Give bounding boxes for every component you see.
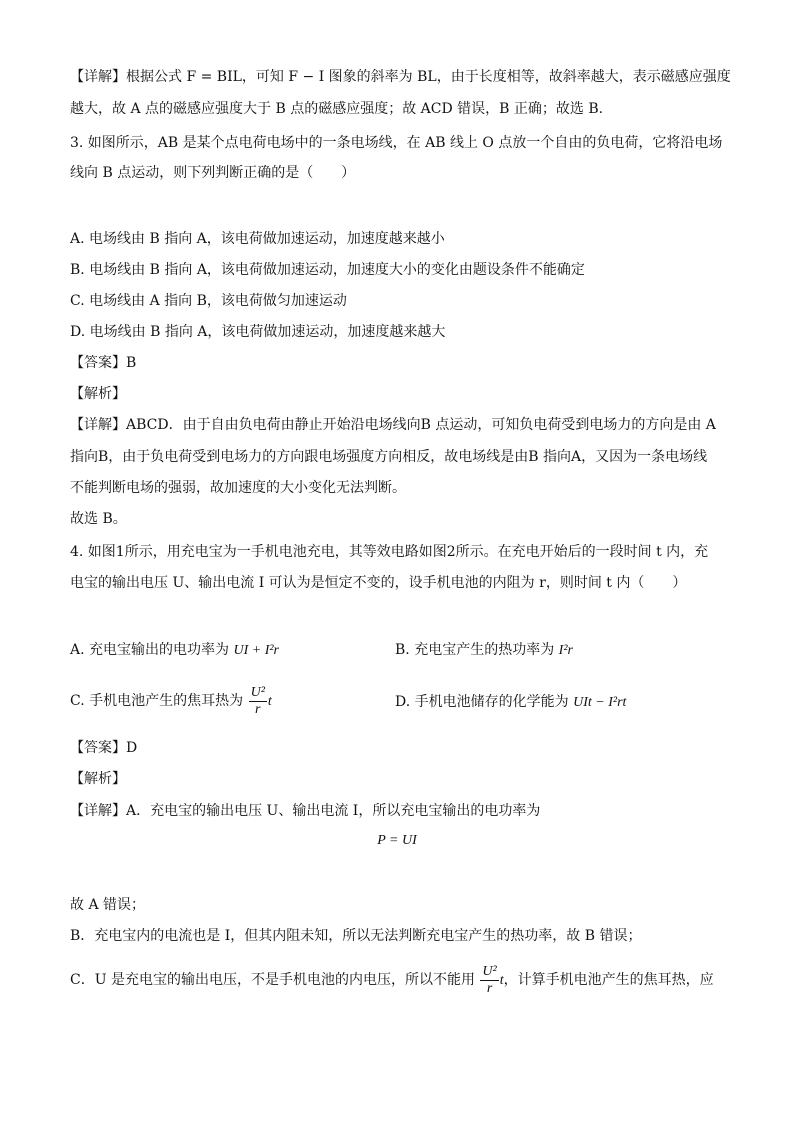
q4-formula: P = UI bbox=[377, 833, 417, 848]
q4-option-c-denominator: r bbox=[255, 701, 261, 717]
q4-option-a bbox=[70, 640, 279, 661]
q4-c-numerator: U² bbox=[482, 963, 497, 979]
q4-c-line-post: ，计算手机电池产生的焦耳热，应 bbox=[503, 972, 714, 988]
q3-stem-line2: 线向 B 点运动，则下列判断正确的是（ ） bbox=[70, 165, 356, 181]
q4-option-c-fraction bbox=[249, 685, 267, 718]
q4-option-c bbox=[70, 683, 272, 720]
q4-c-line-pre: C．U 是充电宝的输出电压，不是手机电池的内电压，所以不能用 bbox=[70, 972, 475, 988]
q3-option-d: D. 电场线由 B 指向 A，该电荷做加速运动，加速度越来越大 bbox=[70, 324, 446, 340]
q4-option-c-label: C. 手机电池产生的焦耳热为 bbox=[70, 693, 244, 709]
q4-stem-line2: 电宝的输出电压 U、输出电流 I 可认为是恒定不变的，设手机电池的内阻为 r，则时间 t 内（ ） bbox=[70, 575, 687, 591]
q2-detail-line2: 越大，故 A 点的磁感应强度大于 B 点的磁感应强度；故 ACD 错误，B 正确；故选 B. bbox=[70, 101, 604, 117]
q4-option-a-label: A. 充电宝输出的电功率为 bbox=[70, 642, 230, 658]
q2-detail-line1: 【详解】根据公式 F = BIL，可知 F − I 图象的斜率为 BL，由于长度相等，故斜率越大，表示磁感应强度 bbox=[70, 69, 731, 85]
q4-b-line: B．充电宝内的电流也是 I，但其内阻未知，所以无法判断充电宝产生的热功率，故 B 错误； bbox=[70, 928, 642, 944]
q4-c-denominator: r bbox=[486, 980, 493, 996]
q3-option-a: A. 电场线由 B 指向 A，该电荷做加速运动，加速度越来越小 bbox=[70, 231, 445, 247]
q3-answer: 【答案】B bbox=[70, 355, 137, 371]
q3-option-c: C. 电场线由 A 指向 B，该电荷做匀加速运动 bbox=[70, 293, 347, 309]
q4-c-fraction bbox=[480, 964, 498, 997]
q4-option-b-label: B. 充电宝产生的热功率为 bbox=[395, 642, 555, 658]
q3-analysis-heading: 【解析】 bbox=[70, 386, 126, 402]
q3-detail-line3: 不能判断电场的强弱，故加速度的大小变化无法判断。 bbox=[70, 480, 406, 496]
q3-stem-line1: 3. 如图所示，AB 是某个点电荷电场中的一条电场线，在 AB 线上 O 点放一个自由的负电荷，它将沿电场 bbox=[70, 135, 723, 151]
q4-c-line bbox=[70, 962, 714, 999]
q4-option-d-label: D. 手机电池储存的化学能为 bbox=[395, 694, 569, 710]
q4-a-wrong: 故 A 错误； bbox=[70, 897, 146, 913]
q4-option-d-math: UIt − I²rt bbox=[573, 695, 627, 710]
q3-conclusion: 故选 B。 bbox=[70, 511, 127, 527]
q4-stem-line1: 4. 如图1所示，用充电宝为一手机电池充电，其等效电路如图2所示。在充电开始后的一段时间 t 内，充 bbox=[70, 544, 709, 560]
q4-answer: 【答案】D bbox=[70, 740, 138, 756]
q3-option-b: B. 电场线由 B 指向 A，该电荷做加速运动，加速度大小的变化由题设条件不能确定 bbox=[70, 262, 585, 278]
q4-detail-line1: 【详解】A．充电宝的输出电压 U、输出电流 I，所以充电宝输出的电功率为 bbox=[70, 803, 541, 819]
q4-option-c-numerator: U² bbox=[250, 684, 265, 700]
q3-detail-line1: 【详解】ABCD．由于自由负电荷由静止开始沿电场线向B 点运动，可知负电荷受到电场力的方向是由 A bbox=[70, 417, 716, 433]
q3-detail-line2: 指向B，由于负电荷受到电场力的方向跟电场强度方向相反，故电场线是由B 指向A，又因为一条电场线 bbox=[70, 449, 708, 465]
q4-c-tail: t bbox=[499, 973, 504, 988]
q4-analysis-heading: 【解析】 bbox=[70, 771, 126, 787]
q4-option-a-math: UI + I²r bbox=[233, 643, 279, 658]
q4-option-d bbox=[395, 692, 626, 713]
q4-option-c-tail: t bbox=[267, 694, 272, 709]
q4-option-b-math: I²r bbox=[558, 643, 573, 658]
q4-option-b bbox=[395, 640, 573, 661]
